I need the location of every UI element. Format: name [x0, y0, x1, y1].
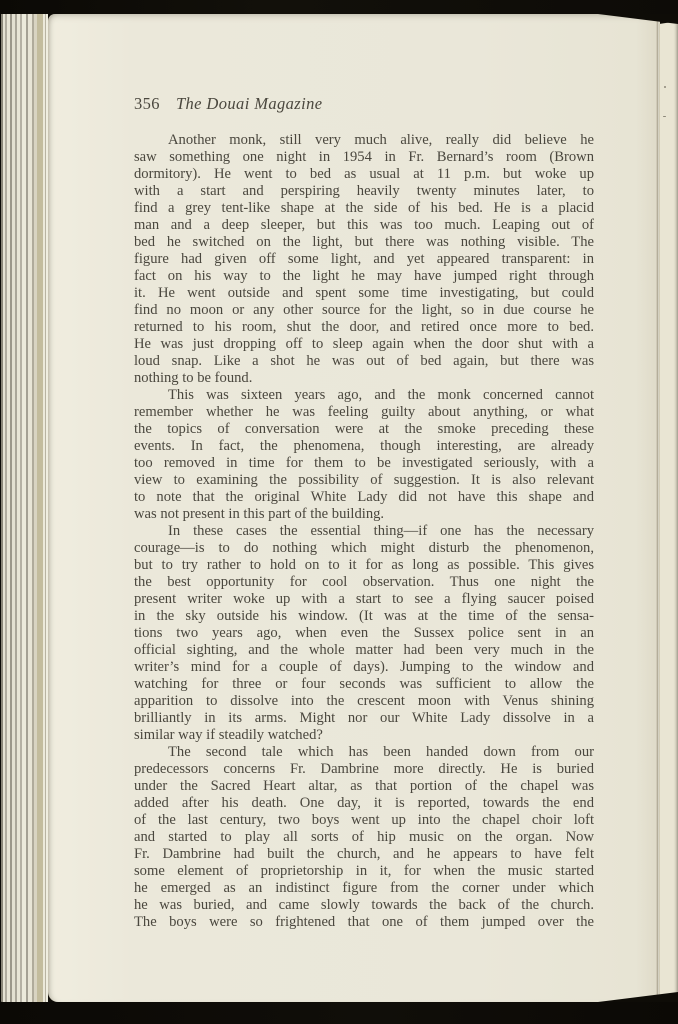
text-line: bed he switched on the light, but there was nothing visible. The: [134, 234, 594, 250]
text-line: present writer woke up with a start to see a flying saucer poised: [134, 591, 594, 607]
page-body-text: [134, 132, 594, 931]
text-line: he was buried, and came slowly towards the back of the church.: [134, 897, 594, 913]
text-line: The boys were so frightened that one of them jumped over the: [134, 914, 594, 930]
journal-title: The Douai Magazine: [175, 94, 323, 113]
text-line: in the sky outside his window. (It was at the time of the sensa-: [134, 608, 594, 624]
next-page-edge: [659, 21, 678, 1002]
text-line: find no moon or any other source for the light, so in due course he: [134, 302, 594, 318]
text-line: similar way if steadily watched?: [134, 727, 323, 743]
gutter-crease: [656, 20, 659, 1002]
text-line: it. He went outside and spent some time investigating, but could: [134, 285, 594, 301]
text-line: nothing to be found.: [134, 370, 253, 386]
text-line: apparition to dissolve into the crescent moon with Venus shining: [134, 693, 594, 709]
text-line: In these cases the essential thing—if one has the necessary: [168, 523, 594, 539]
text-line: loud snap. Like a shot he was out of bed again, but there was: [134, 353, 594, 369]
text-line: returned to his room, shut the door, and retired once more to bed.: [134, 319, 594, 335]
text-line: He was just dropping off to sleep again when the door shut with a: [134, 336, 594, 352]
text-line: of the last century, two boys went up into the chapel choir loft: [134, 812, 594, 828]
paragraph: [134, 132, 594, 387]
text-line: but to try rather to hold on to it for as long as possible. This gives: [134, 557, 594, 573]
paragraph: [134, 744, 594, 931]
text-line: figure had given off some light, and yet appeared transparent: in: [134, 251, 594, 267]
dust-speck: [664, 86, 666, 88]
text-line: The second tale which has been handed down from our: [168, 744, 594, 760]
text-line: the best opportunity for cool observation. Thus one night the: [134, 574, 594, 590]
text-line: writer’s mind for a couple of days). Jumping to the window and: [134, 659, 594, 675]
text-line: under the Sacred Heart altar, as that portion of the chapel was: [134, 778, 594, 794]
text-line: find a grey tent-like shape at the side of his bed. He is a placid: [134, 200, 594, 216]
text-line: predecessors concerns Fr. Dambrine more directly. He is buried: [134, 761, 594, 777]
text-line: fact on his way to the light he may have jumped right through: [134, 268, 594, 284]
paragraph: [134, 387, 594, 523]
text-line: too removed in time for them to be investigated seriously, with a: [134, 455, 594, 471]
text-line: with a start and perspiring heavily twenty minutes later, to: [134, 183, 594, 199]
text-line: view to examining the possibility of suggestion. It is also relevant: [134, 472, 594, 488]
text-line: dormitory). He went to bed as usual at 11 p.m. but woke up: [134, 166, 594, 182]
scan-border-bottom: [0, 1002, 678, 1024]
text-line: tions two years ago, when even the Sussex police sent in an: [134, 625, 594, 641]
page-number: 356: [134, 94, 160, 113]
text-line: man and a deep sleeper, but this was too much. Leaping out of: [134, 217, 594, 233]
scan-border-top: [0, 0, 678, 14]
text-line: This was sixteen years ago, and the monk concerned cannot: [168, 387, 594, 403]
text-line: Another monk, still very much alive, really did believe he: [168, 132, 594, 148]
text-line: remember whether he was feeling guilty about anything, or what: [134, 404, 594, 420]
text-line: was not present in this part of the building.: [134, 506, 385, 522]
text-line: and started to play all sorts of hip music on the organ. Now: [134, 829, 594, 845]
text-line: watching for three or four seconds was sufficient to allow the: [134, 676, 594, 692]
text-line: brilliantly in its arms. Might nor our White Lady dissolve in a: [134, 710, 594, 726]
text-line: the topics of conversation were at the smoke preceding these: [134, 421, 594, 437]
book-page: [48, 14, 660, 1002]
text-line: to note that the original White Lady did not have this shape and: [134, 489, 594, 505]
text-line: he emerged as an indistinct figure from the corner under which: [134, 880, 594, 896]
text-line: added after his death. One day, it is reported, towards the end: [134, 795, 594, 811]
page-header: [134, 94, 322, 114]
text-line: some element of proprietorship in it, for when the music started: [134, 863, 594, 879]
stacked-page-edges: [0, 12, 48, 1004]
paragraph: [134, 523, 594, 744]
text-line: saw something one night in 1954 in Fr. Bernard’s room (Brown: [134, 149, 594, 165]
text-line: Fr. Dambrine had built the church, and he appears to have felt: [134, 846, 594, 862]
text-line: official sighting, and the whole matter had been very much in the: [134, 642, 594, 658]
text-line: events. In fact, the phenomena, though interesting, are already: [134, 438, 594, 454]
text-line: courage—is to do nothing which might disturb the phenomenon,: [134, 540, 594, 556]
dust-speck: [663, 116, 666, 117]
